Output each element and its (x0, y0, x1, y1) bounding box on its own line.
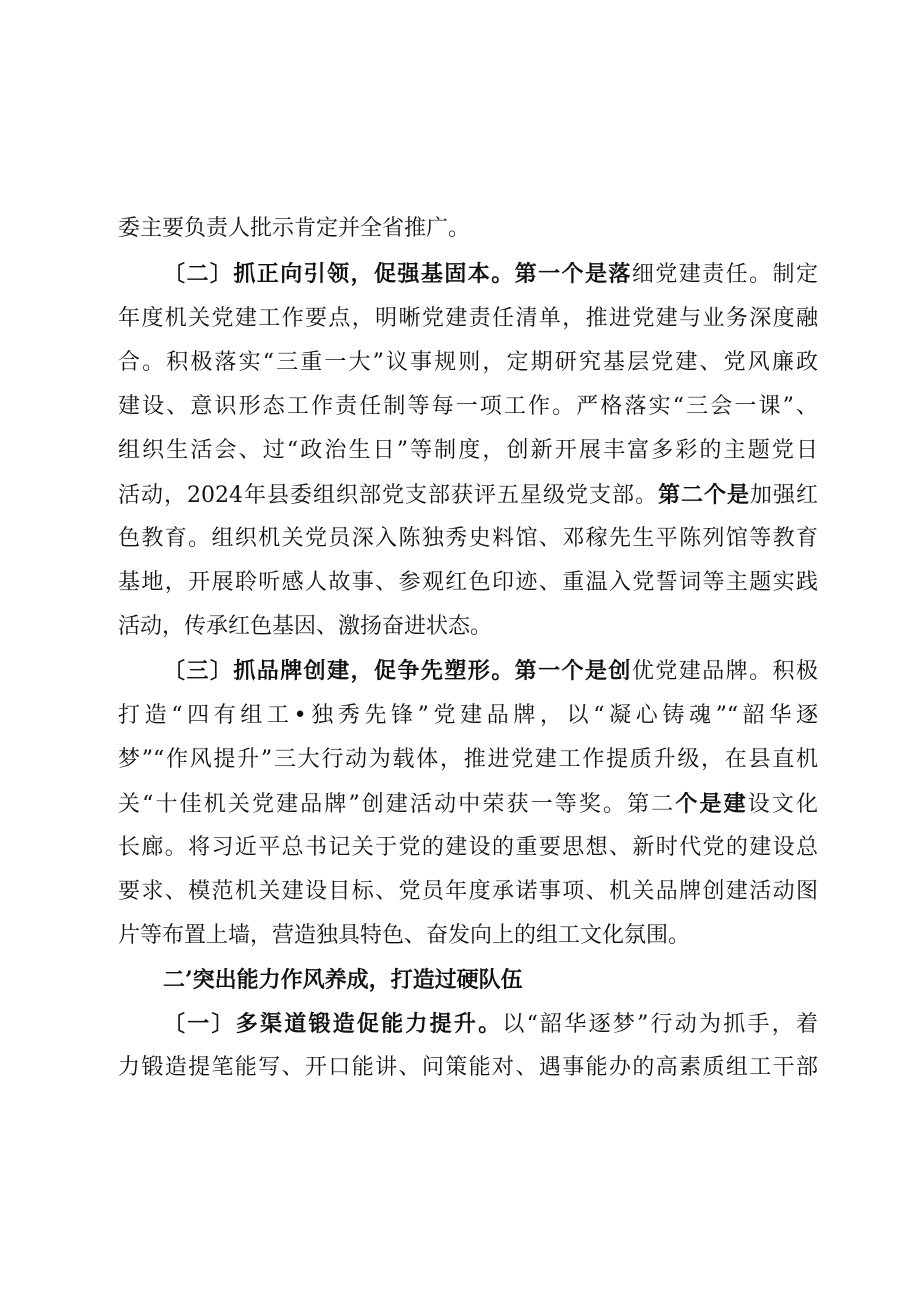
line-text: 活动，2024年县委组织部党支部获评五星级党支部。 (118, 483, 658, 508)
line-bold-text: 〔一〕多渠道锻造促能力提升。 (163, 1011, 503, 1037)
paragraph-line (118, 697, 818, 735)
line-text: 委主要负责人批示肯定并全省推广。 (118, 216, 471, 241)
line-text: 以“韶华逐梦”行动为抓手，着 (502, 1012, 818, 1037)
paragraph-line (118, 300, 818, 338)
paragraph-line (118, 829, 818, 867)
paragraph-line (118, 741, 818, 779)
line-text: 关“十佳机关党建品牌”创建活动中荣获一等奖。第二 (118, 792, 676, 817)
line-text: 片等布置上墙，营造独具特色、奋发向上的组工文化氛围。 (118, 923, 691, 948)
paragraph-line (118, 608, 818, 646)
line-text: 合。积极落实“三重一大”议事规则，定期研究基层党建、党风廉政 (118, 350, 818, 375)
paragraph-line (118, 432, 818, 470)
line-text: 活动，传承红色基因、激扬奋进状态。 (118, 614, 493, 639)
line-bold-text: 第二个是 (657, 482, 750, 508)
paragraph-line (118, 344, 818, 382)
paragraph-line (118, 476, 818, 514)
line-text: 组织生活会、过“政治生日”等制度，创新开展丰富多彩的主题党日 (118, 438, 818, 463)
paragraph-line (118, 564, 818, 602)
paragraph-line (163, 652, 818, 690)
line-text: 梦”“作风提升”三大行动为载体，推进党建工作提质升级，在县直机 (118, 747, 818, 772)
line-text: 设文化 (747, 792, 818, 817)
line-text: 力锻造提笔能写、开口能讲、问策能对、遇事能办的高素质组工干部 (118, 1055, 818, 1080)
paragraph-line (118, 520, 818, 558)
line-text: 色教育。组织机关党员深入陈独秀史料馆、邓稼先生平陈列馆等教育 (118, 526, 818, 551)
paragraph-line (163, 1005, 818, 1043)
line-bold-text: 〔二〕抓正向引领，促强基固本。第一个是落 (163, 261, 632, 287)
line-text: 要求、模范机关建设目标、党员年度承诺事项、机关品牌创建活动图 (118, 879, 818, 904)
line-text: 优党建品牌。积极 (631, 659, 818, 684)
line-text: 年度机关党建工作要点，明晰党建责任清单，推进党建与业务深度融 (118, 306, 818, 331)
section-heading (163, 961, 863, 999)
paragraph-line (118, 873, 818, 911)
paragraph-line (118, 388, 818, 426)
line-text: 细党建责任。制定 (631, 262, 818, 287)
line-text: 基地，开展聆听感人故事、参观红色印迹、重温入党誓词等主题实践 (118, 570, 818, 595)
line-bold-text: 个是建 (675, 791, 748, 817)
line-bold-text: 〔三〕抓品牌创建，促争先塑形。第一个是创 (163, 658, 632, 684)
paragraph-line (118, 1049, 818, 1087)
paragraph-line (118, 210, 818, 248)
paragraph-line (118, 785, 818, 823)
line-text: 建设、意识形态工作责任制等每一项工作。严格落实“三会一课”、 (118, 394, 818, 419)
line-text: 加强红 (749, 483, 818, 508)
paragraph-line (163, 255, 818, 293)
heading-text: 二’突出能力作风养成，打造过硬队伍 (163, 967, 523, 993)
paragraph-line (118, 917, 818, 955)
line-text: 打造“四有组工•独秀先锋”党建品牌，以“凝心铸魂”“韶华逐 (118, 703, 818, 728)
line-text: 长廊。将习近平总书记关于党的建设的重要思想、新时代党的建设总 (118, 835, 818, 860)
